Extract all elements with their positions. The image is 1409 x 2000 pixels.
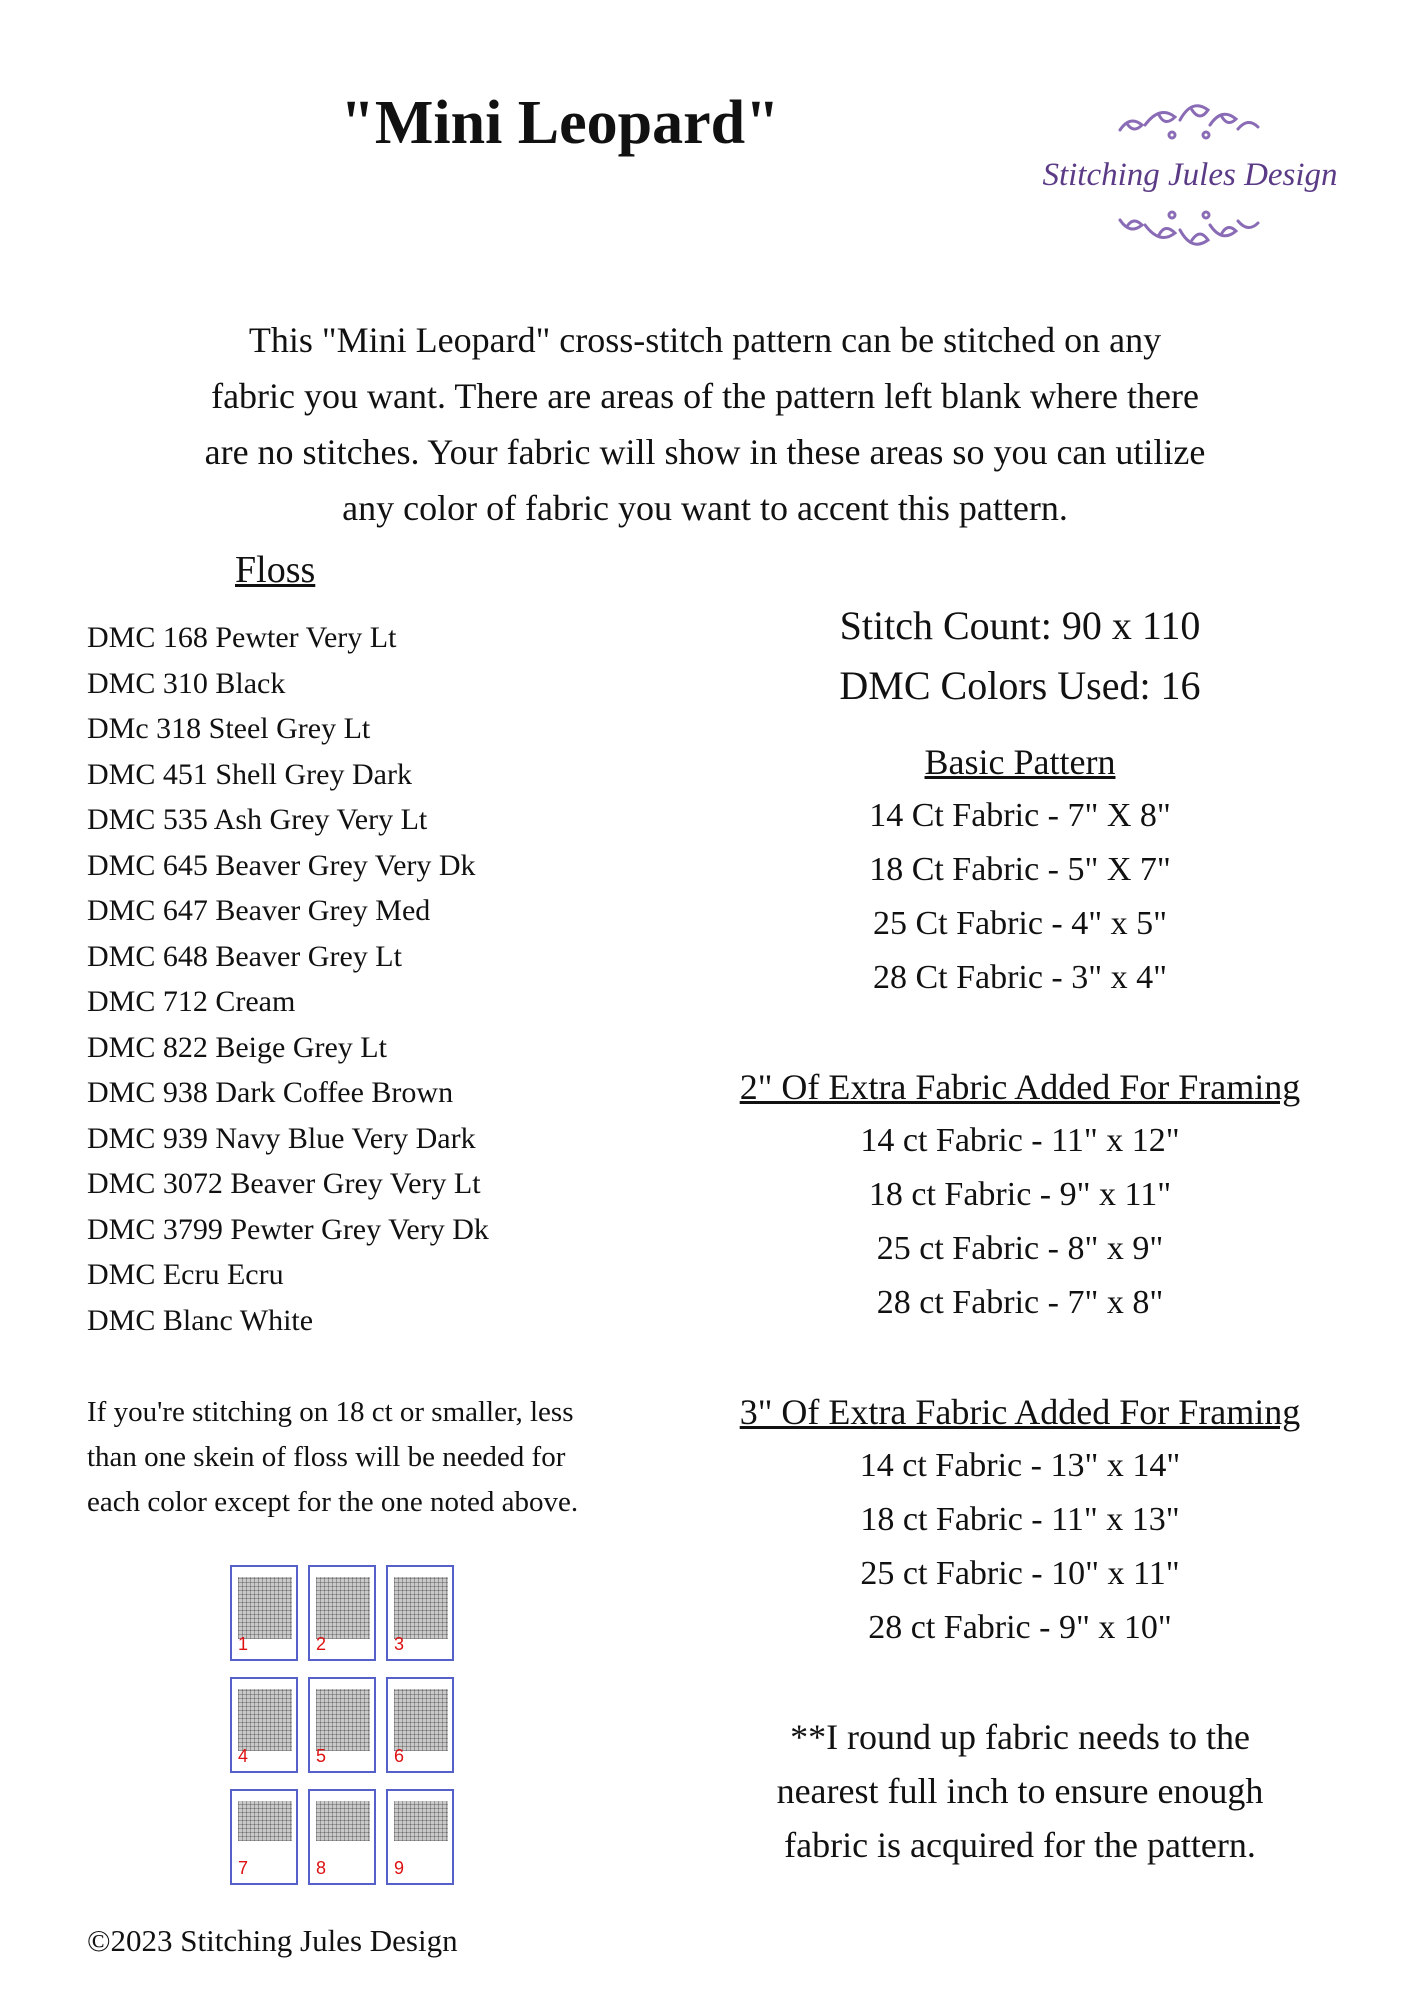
thumbnail-number: 8 bbox=[316, 1858, 327, 1878]
stitch-count: Stitch Count: 90 x 110 bbox=[839, 603, 1201, 648]
logo-text: Stitching Jules Design bbox=[1042, 157, 1338, 193]
thumbnail-number: 3 bbox=[394, 1634, 405, 1654]
page-thumbnail bbox=[308, 1565, 376, 1661]
fabric-size-row: 14 Ct Fabric - 7" X 8" bbox=[869, 797, 1171, 834]
swirl-ornament-icon bbox=[1110, 95, 1270, 145]
colors-used: DMC Colors Used: 16 bbox=[839, 663, 1201, 708]
thumbnail-number: 6 bbox=[394, 1746, 405, 1766]
page-thumbnail bbox=[308, 1789, 376, 1885]
page-thumbnail bbox=[230, 1789, 298, 1885]
floss-item: DMC 648 Beaver Grey Lt bbox=[87, 939, 402, 973]
fabric-size-row: 28 ct Fabric - 9" x 10" bbox=[868, 1609, 1172, 1646]
floss-item: DMC Ecru Ecru bbox=[87, 1258, 284, 1291]
section-heading: 3" Of Extra Fabric Added For Framing bbox=[739, 1392, 1301, 1432]
floss-item: DMC 647 Beaver Grey Med bbox=[87, 894, 431, 927]
floss-item: DMC 712 Cream bbox=[87, 985, 296, 1018]
page-thumbnail bbox=[386, 1677, 454, 1773]
thumbnail-number: 5 bbox=[316, 1746, 327, 1766]
fabric-size-row: 25 ct Fabric - 10" x 11" bbox=[860, 1555, 1180, 1592]
intro-line: This "Mini Leopard" cross-stitch pattern can be stitched on any bbox=[248, 320, 1162, 360]
extra-2-section bbox=[690, 1060, 1350, 1330]
pattern-page-thumbnails bbox=[230, 1565, 455, 1885]
intro-line: fabric you want. There are areas of the pattern left blank where there bbox=[211, 376, 1199, 416]
fabric-size-row: 14 ct Fabric - 13" x 14" bbox=[859, 1447, 1181, 1484]
fabric-size-row: 18 Ct Fabric - 5" X 7" bbox=[869, 851, 1171, 888]
floss-item: DMC 535 Ash Grey Very Lt bbox=[87, 803, 428, 836]
brand-logo bbox=[1040, 95, 1340, 270]
fabric-size-row: 18 ct Fabric - 9" x 11" bbox=[868, 1176, 1172, 1213]
floss-item: DMC 168 Pewter Very Lt bbox=[87, 621, 397, 654]
page-thumbnail bbox=[386, 1565, 454, 1661]
fabric-size-row: 25 ct Fabric - 8" x 9" bbox=[876, 1230, 1164, 1267]
floss-item: DMC 3072 Beaver Grey Very Lt bbox=[87, 1167, 481, 1200]
thumbnail-number: 9 bbox=[394, 1858, 405, 1878]
fabric-size-row: 28 ct Fabric - 7" x 8" bbox=[876, 1284, 1164, 1321]
floss-item: DMC 938 Dark Coffee Brown bbox=[87, 1076, 454, 1109]
basic-pattern-section bbox=[690, 735, 1350, 1005]
note-line: each color except for the one noted above. bbox=[87, 1486, 579, 1518]
fabric-size-row: 28 Ct Fabric - 3" x 4" bbox=[872, 959, 1168, 996]
thumbnail-number: 1 bbox=[238, 1634, 249, 1654]
floss-list bbox=[87, 615, 489, 1343]
fabric-size-row: 18 ct Fabric - 11" x 13" bbox=[860, 1501, 1180, 1538]
floss-item: DMC 939 Navy Blue Very Dark bbox=[87, 1121, 476, 1155]
rounding-footnote bbox=[690, 1710, 1350, 1872]
page-title: "Mini Leopard" bbox=[340, 89, 780, 157]
intro-paragraph bbox=[110, 312, 1300, 536]
floss-item: DMC Blanc White bbox=[87, 1303, 314, 1337]
floss-item: DMC 310 Black bbox=[87, 666, 286, 700]
page-thumbnail bbox=[308, 1677, 376, 1773]
floss-item: DMC 645 Beaver Grey Very Dk bbox=[87, 848, 476, 882]
thumbnail-number: 4 bbox=[238, 1746, 249, 1766]
thumbnail-number: 7 bbox=[238, 1858, 249, 1878]
footnote-line: fabric is acquired for the pattern. bbox=[784, 1825, 1256, 1865]
copyright: ©2023 Stitching Jules Design bbox=[87, 1923, 458, 1958]
section-heading: 2" Of Extra Fabric Added For Framing bbox=[739, 1067, 1301, 1107]
stats-block bbox=[690, 596, 1350, 716]
intro-line: are no stitches. Your fabric will show in these areas so you can utilize bbox=[204, 432, 1206, 472]
note-line: than one skein of floss will be needed for bbox=[87, 1441, 566, 1473]
floss-heading: Floss bbox=[235, 549, 316, 591]
fabric-size-row: 25 Ct Fabric - 4" x 5" bbox=[872, 905, 1168, 942]
extra-3-section bbox=[690, 1385, 1350, 1655]
floss-item: DMC 3799 Pewter Grey Very Dk bbox=[87, 1212, 489, 1246]
page-thumbnail bbox=[230, 1677, 298, 1773]
floss-item: DMC 451 Shell Grey Dark bbox=[87, 757, 412, 791]
intro-line: any color of fabric you want to accent this pattern. bbox=[342, 488, 1068, 528]
note-line: If you're stitching on 18 ct or smaller, less bbox=[87, 1396, 574, 1428]
page-thumbnail bbox=[386, 1789, 454, 1885]
footnote-line: **I round up fabric needs to the bbox=[790, 1717, 1250, 1757]
footnote-line: nearest full inch to ensure enough bbox=[776, 1771, 1264, 1811]
floss-item: DMC 822 Beige Grey Lt bbox=[87, 1030, 387, 1064]
floss-note bbox=[87, 1390, 687, 1525]
floss-item: DMc 318 Steel Grey Lt bbox=[87, 712, 371, 745]
fabric-size-row: 14 ct Fabric - 11" x 12" bbox=[860, 1122, 1180, 1159]
page-thumbnail bbox=[230, 1565, 298, 1661]
swirl-ornament-icon bbox=[1110, 205, 1270, 255]
section-heading: Basic Pattern bbox=[924, 742, 1116, 782]
thumbnail-number: 2 bbox=[316, 1634, 327, 1654]
